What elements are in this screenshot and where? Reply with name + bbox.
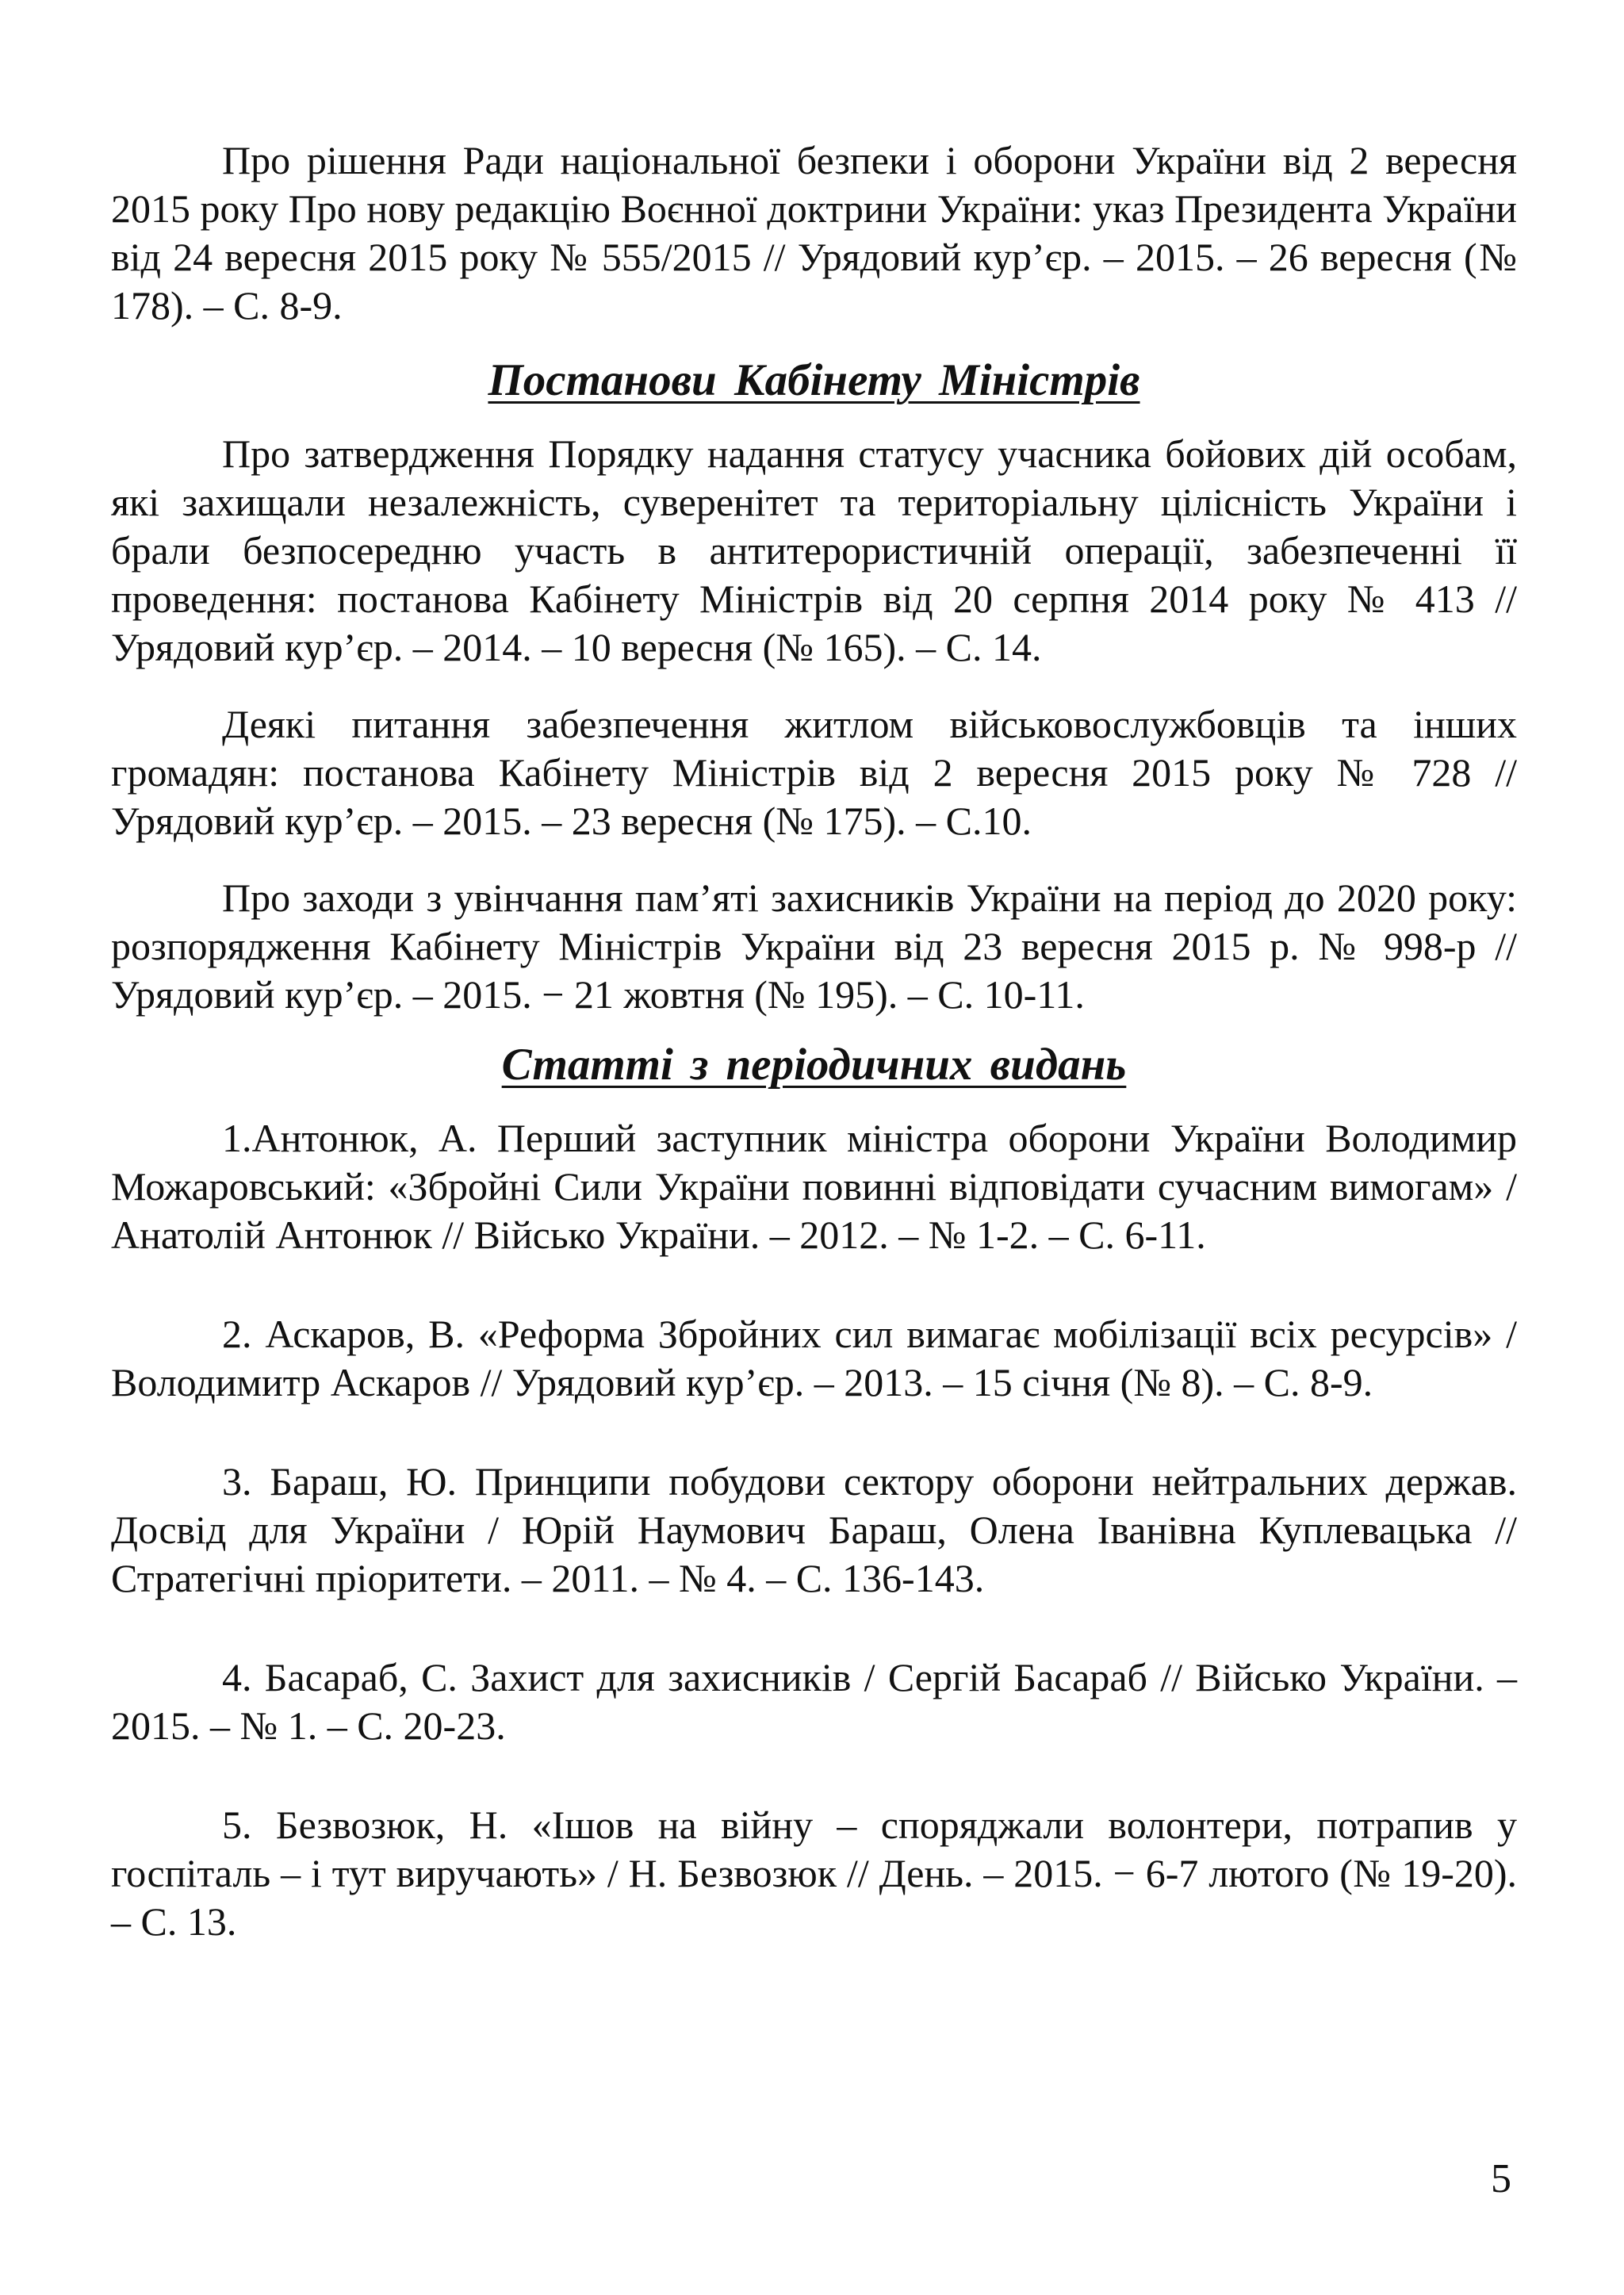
bibliography-entry-housing: Деякі питання забезпечення житлом військовослужбовців та інших громадян: постанова Кабінету Міністрів від 2 вересня 2015 року № 728 // Урядовий кур’єр. – 2015. – 23 вересня (№ 175). – С.10.	[111, 702, 1517, 843]
bibliography-entry-askarov: 2. Аскаров, В. «Реформа Збройних сил вимагає мобілізації всіх ресурсів» / Володимитр Аскаров // Урядовий кур’єр. – 2013. – 15 січня (№ 8). – С. 8-9.	[111, 1312, 1517, 1404]
page-number: 5	[1491, 2156, 1511, 2201]
bibliography-entry-rnbo-decree: Про рішення Ради національної безпеки і оборони України від 2 вересня 2015 року Про нову редакцію Воєнної доктрини України: указ Президента України від 24 вересня 2015 року № 555/2015 // Урядовий кур’єр. – 2015. – 26 вересня (№ 178). – С. 8-9.	[111, 138, 1517, 328]
bibliography-entry-combatant-status: Про затвердження Порядку надання статусу учасника бойових дій особам, які захищали незалежність, суверенітет та територіальну цілісність України і брали безпосередню участь в антитерористичній операції, забезпеченні її проведення: постанова Кабінету Міністрів від 20 серпня 2014 року № 413 // Урядовий кур’єр. – 2014. – 10 вересня (№ 165). – С. 14.	[111, 431, 1517, 669]
section-heading-periodical-articles: Статті з періодичних видань	[501, 1040, 1127, 1090]
section-heading-cabinet-resolutions: Постанови Кабінету Міністрів	[488, 355, 1140, 405]
bibliography-entry-basarab: 4. Басараб, С. Захист для захисників / Сергій Басараб // Військо України. – 2015. – № 1. – С. 20-23.	[111, 1655, 1517, 1748]
bibliography-entry-barash: 3. Бараш, Ю. Принципи побудови сектору оборони нейтральних держав. Досвід для України / Юрій Наумович Бараш, Олена Іванівна Куплевацька // Стратегічні пріоритети. – 2011. – № 4. – С. 136-143.	[111, 1459, 1517, 1600]
document-page	[111, 136, 1517, 1946]
bibliography-entry-antoniuk: 1.Антонюк, А. Перший заступник міністра оборони України Володимир Можаровський: «Збройні Сили України повинні відповідати сучасним вимогам» / Анатолій Антонюк // Військо України. – 2012. – № 1-2. – С. 6-11.	[111, 1116, 1517, 1257]
bibliography-entry-bezvoziuk: 5. Безвозюк, Н. «Ішов на війну – споряджали волонтери, потрапив у госпіталь – і тут виручають» / Н. Безвозюк // День. – 2015. − 6-7 лютого (№ 19-20). – С. 13.	[111, 1803, 1517, 1944]
bibliography-entry-memory-defenders: Про заходи з увінчання пам’яті захисників України на період до 2020 року: розпорядження Кабінету Міністрів України від 23 вересня 2015 р. № 998-р // Урядовий кур’єр. – 2015. − 21 жовтня (№ 195). – С. 10-11.	[111, 875, 1517, 1017]
